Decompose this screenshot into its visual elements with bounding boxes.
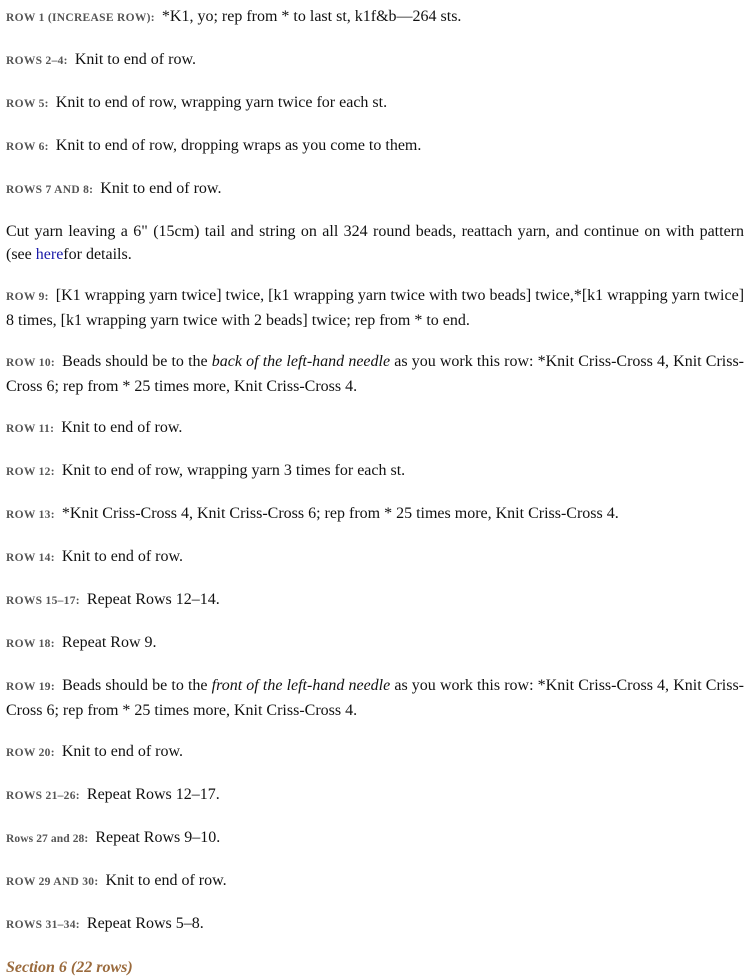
pattern-page bbox=[6, 5, 744, 977]
row-label: ROW 5: bbox=[6, 98, 49, 110]
rows-31-34-instruction bbox=[6, 912, 744, 937]
row-label: ROW 14: bbox=[6, 552, 55, 564]
row-label: ROWS 15–17: bbox=[6, 595, 80, 607]
row-11-instruction bbox=[6, 416, 744, 441]
row-label: ROWS 7 AND 8: bbox=[6, 184, 94, 196]
row-label: Rows 27 and 28: bbox=[6, 833, 89, 845]
row-5-instruction bbox=[6, 91, 744, 116]
row-text: Knit to end of row. bbox=[100, 180, 222, 197]
row-9-instruction bbox=[6, 284, 744, 332]
row-label: ROW 19: bbox=[6, 681, 55, 693]
row-text: Repeat Row 9. bbox=[61, 634, 157, 651]
row-label: ROWS 21–26: bbox=[6, 790, 80, 802]
cut-yarn-text: Cut yarn leaving a 6" (15cm) tail and string on all 324 round beads, reattach yarn, and continue on with pattern (see bbox=[6, 223, 744, 263]
details-link[interactable]: here bbox=[35, 246, 64, 263]
row-text: Beads should be to the bbox=[62, 353, 212, 370]
cut-yarn-text-end: for details. bbox=[63, 246, 132, 263]
section-heading: Section 6 (22 rows) bbox=[6, 959, 133, 976]
row-12-instruction bbox=[6, 459, 744, 484]
row-label: ROW 10: bbox=[6, 357, 55, 369]
row-text: Knit to end of row. bbox=[105, 872, 227, 889]
row-label: ROWS 31–34: bbox=[6, 919, 80, 931]
cut-yarn-paragraph bbox=[6, 220, 744, 266]
rows-2-4-instruction bbox=[6, 48, 744, 73]
row-text: Knit to end of row, wrapping yarn twice for each st. bbox=[55, 94, 388, 111]
row-label: ROW 1 (INCREASE ROW): bbox=[6, 12, 155, 24]
row-label: ROW 9: bbox=[6, 291, 49, 303]
row-label: ROW 11: bbox=[6, 423, 55, 435]
row-text: Knit to end of row. bbox=[61, 548, 184, 565]
row-text: Repeat Rows 9–10. bbox=[95, 829, 221, 846]
row-text: Repeat Rows 12–17. bbox=[86, 786, 220, 803]
row-10-instruction bbox=[6, 350, 744, 398]
row-text: Repeat Rows 12–14. bbox=[86, 591, 220, 608]
row-6-instruction bbox=[6, 134, 744, 159]
row-label: ROW 18: bbox=[6, 638, 55, 650]
row-label: ROWS 2–4: bbox=[6, 55, 68, 67]
row-18-instruction bbox=[6, 631, 744, 656]
rows-27-28-instruction bbox=[6, 826, 744, 851]
row-13-instruction bbox=[6, 502, 744, 527]
row-label: ROW 20: bbox=[6, 747, 55, 759]
row-20-instruction bbox=[6, 740, 744, 765]
row-text: *Knit Criss-Cross 4, Knit Criss-Cross 6; rep from * 25 times more, Knit Criss-Cross 4. bbox=[61, 505, 619, 522]
row-text: Knit to end of row. bbox=[61, 743, 184, 760]
row-label: ROW 12: bbox=[6, 466, 55, 478]
row-label: ROW 29 AND 30: bbox=[6, 876, 99, 888]
rows-21-26-instruction bbox=[6, 783, 744, 808]
row-text-end: as you work this row: *Knit Criss-Cross 4, Knit Criss-Cross 6; rep from * 25 times more, Knit Criss-Cross 4. bbox=[6, 353, 745, 395]
row-text: Beads should be to the bbox=[62, 677, 212, 694]
row-label: ROW 13: bbox=[6, 509, 55, 521]
row-text: Knit to end of row. bbox=[74, 51, 196, 68]
row-text-emphasis: back of the left-hand needle bbox=[211, 353, 391, 370]
row-text: *K1, yo; rep from * to last st, k1f&b—264 sts. bbox=[161, 8, 462, 25]
row-text: Knit to end of row, dropping wraps as you come to them. bbox=[55, 137, 422, 154]
rows-15-17-instruction bbox=[6, 588, 744, 613]
row-text: Repeat Rows 5–8. bbox=[86, 915, 204, 932]
row-19-instruction bbox=[6, 674, 744, 722]
rows-29-30-instruction bbox=[6, 869, 744, 894]
row-label: ROW 6: bbox=[6, 141, 49, 153]
row-text-end: as you work this row: *Knit Criss-Cross 4, Knit Criss-Cross 6; rep from * 25 times more, Knit Criss-Cross 4. bbox=[6, 677, 744, 719]
row-text: Knit to end of row. bbox=[61, 419, 183, 436]
row-text: [K1 wrapping yarn twice] twice, [k1 wrapping yarn twice with two beads] twice,*[k1 wrapping yarn twice] 8 times, [k1 wrapping yarn twice with 2 beads] twice; rep from * to end. bbox=[6, 287, 745, 329]
row-14-instruction bbox=[6, 545, 744, 570]
rows-7-8-instruction bbox=[6, 177, 744, 202]
row-text: Knit to end of row, wrapping yarn 3 times for each st. bbox=[61, 462, 406, 479]
row-text-emphasis: front of the left-hand needle bbox=[211, 677, 391, 694]
row-1-instruction bbox=[6, 5, 744, 30]
